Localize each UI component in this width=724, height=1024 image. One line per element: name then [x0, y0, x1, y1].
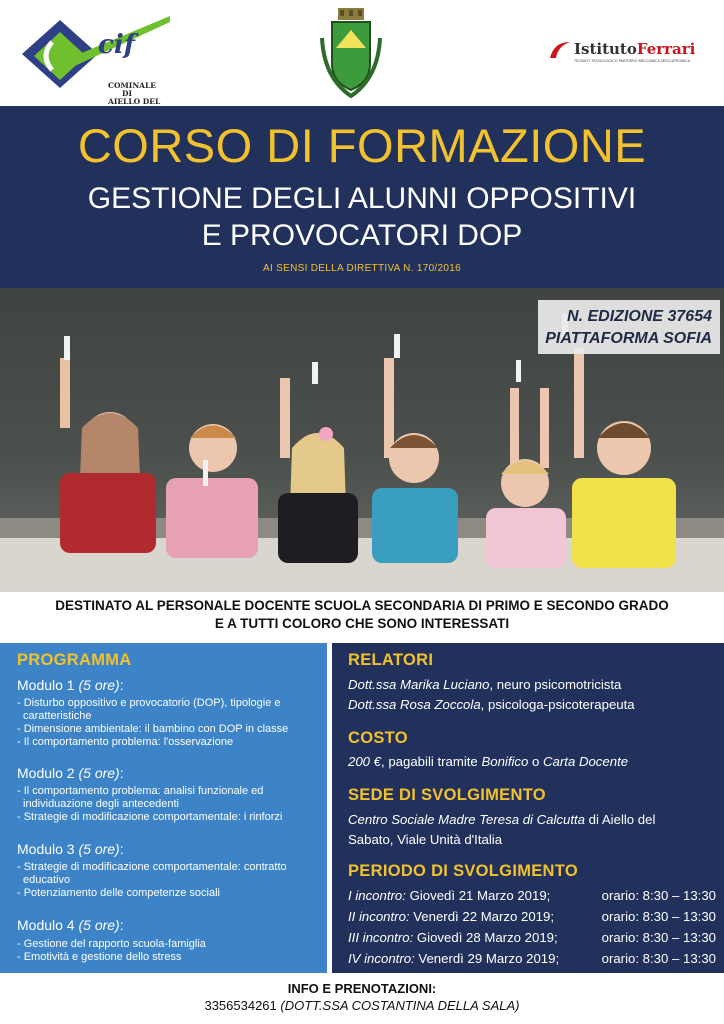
cif-letters: cif — [98, 30, 135, 60]
module-item: - Il comportamento problema: l'osservazione — [17, 736, 234, 748]
session-time: orario: 8:30 – 13:30 — [601, 951, 716, 966]
info-title: INFO E PRENOTAZIONI: — [287, 981, 437, 996]
session-date: Venerdì 22 Marzo 2019; — [409, 909, 555, 924]
venue-text: di Aiello del — [585, 812, 656, 827]
module-title — [17, 841, 124, 857]
istituto-ferrari-logo — [548, 40, 708, 70]
logo-bar — [0, 0, 724, 106]
ferrari-swoosh-icon — [548, 40, 572, 60]
speaker-name: Dott.ssa Rosa Zoccola — [348, 697, 481, 712]
module-item: educativo — [23, 874, 71, 886]
cost-text: , pagabili tramite — [381, 754, 482, 769]
module-item: - Potenziamento delle competenze sociali — [17, 887, 221, 899]
speaker-role: , neuro psicomotricista — [489, 677, 622, 692]
session-row — [348, 907, 716, 928]
module-colon: : — [119, 765, 124, 781]
speaker — [348, 675, 718, 695]
contact-name: (DOTT.SSA COSTANTINA DELLA SALA) — [276, 998, 520, 1013]
target-audience — [0, 592, 724, 640]
module-name: Modulo 4 — [17, 917, 75, 933]
periodo-heading: PERIODO DI SVOLGIMENTO — [348, 862, 578, 880]
cost-amount: 200 € — [348, 754, 382, 769]
subtitle-line: GESTIONE DEGLI ALUNNI OPPOSITIVI — [87, 182, 637, 215]
ferrari-name — [574, 40, 695, 58]
module-item: - Gestione del rapporto scuola-famiglia — [17, 938, 206, 950]
module-title — [17, 917, 124, 933]
session-date: Giovedì 28 Marzo 2019; — [413, 930, 558, 945]
directive-note: AI SENSI DELLA DIRETTIVA N. 170/2016 — [263, 263, 461, 274]
cost-text: o — [528, 754, 544, 769]
course-subtitle — [0, 180, 724, 254]
module-title — [17, 677, 124, 693]
module-name: Modulo 1 — [17, 677, 75, 693]
venue-name: Centro Sociale Madre Teresa di Calcutta — [348, 812, 586, 827]
module-item: caratteristiche — [23, 710, 92, 722]
relatori-list — [348, 675, 718, 715]
session-date: Venerdì 29 Marzo 2019; — [414, 951, 560, 966]
module-colon: : — [119, 917, 124, 933]
periodo-list — [348, 886, 716, 970]
subtitle-line: E PROVOCATORI DOP — [201, 219, 523, 252]
module-item: individuazione degli antecedenti — [23, 798, 179, 810]
session-label: I incontro: — [348, 888, 406, 903]
costo-text — [348, 752, 718, 772]
session-time: orario: 8:30 – 13:30 — [601, 888, 716, 903]
sede-heading: SEDE DI SVOLGIMENTO — [348, 786, 546, 804]
module-item: - Strategie di modificazione comportamentale: i rinforzi — [17, 811, 283, 823]
module-title — [17, 765, 124, 781]
edition-badge — [538, 300, 720, 354]
costo-heading: COSTO — [348, 729, 408, 747]
venue-address: Sabato, Viale Unità d'Italia — [348, 832, 503, 847]
cif-caption-line: COMINALE — [108, 81, 156, 90]
target-line: E A TUTTI COLORO CHE SONO INTERESSATI — [214, 616, 510, 631]
module-hours: (5 ore) — [78, 841, 120, 857]
speaker-name: Dott.ssa Marika Luciano — [348, 677, 490, 692]
phone-number[interactable]: 3356534261 — [204, 998, 277, 1013]
module-name: Modulo 3 — [17, 841, 75, 857]
session-row — [348, 928, 716, 949]
ferrari-name-part: Istituto — [574, 40, 637, 58]
course-title: CORSO DI FORMAZIONE — [77, 119, 647, 172]
session-date: Giovedì 21 Marzo 2019; — [405, 888, 551, 903]
payment-method: Carta Docente — [543, 754, 629, 769]
module-items — [17, 785, 322, 824]
programma-heading: PROGRAMMA — [17, 651, 132, 669]
ferrari-tagline: TECNICO TECNOLOGICO PARITARIO MECCANICA MECCATRONICA — [574, 59, 691, 63]
municipal-crest — [318, 8, 384, 100]
target-line: DESTINATO AL PERSONALE DOCENTE SCUOLA SECONDARIA DI PRIMO E SECONDO GRADO — [55, 598, 669, 613]
session-time: orario: 8:30 – 13:30 — [601, 909, 716, 924]
speaker — [348, 695, 718, 715]
module-item: - Disturbo oppositivo e provocatorio (DOP), tipologie e — [17, 697, 281, 709]
sede-line — [348, 810, 718, 830]
title-band — [0, 106, 724, 288]
speaker-role: , psicologa-psicoterapeuta — [480, 697, 635, 712]
cif-logo — [20, 12, 170, 106]
module-item: - Il comportamento problema: analisi funzionale ed — [17, 785, 264, 797]
session-label: III incontro: — [348, 930, 414, 945]
session-row — [348, 949, 716, 970]
edition-number: N. EDIZIONE 37654 — [567, 308, 712, 325]
module-hours: (5 ore) — [78, 917, 120, 933]
session-label: IV incontro: — [348, 951, 415, 966]
payment-method: Bonifico — [481, 754, 529, 769]
cif-caption-line: DI — [122, 89, 133, 98]
session-row — [348, 886, 716, 907]
module-item: - Strategie di modificazione comportamentale: contratto — [17, 861, 287, 873]
footer-contacts — [0, 976, 724, 1024]
module-hours: (5 ore) — [78, 677, 120, 693]
contact-line — [0, 998, 724, 1013]
module-item: - Dimensione ambientale: il bambino con DOP in classe — [17, 723, 289, 735]
ferrari-name-part: Ferrari — [636, 40, 696, 58]
crest-icon — [318, 8, 384, 100]
session-label: II incontro: — [348, 909, 410, 924]
module-colon: : — [119, 841, 124, 857]
sede-text — [348, 810, 718, 850]
module-item: - Emotività e gestione dello stress — [17, 951, 182, 963]
module-items — [17, 861, 322, 900]
relatori-heading: RELATORI — [348, 651, 434, 669]
module-colon: : — [119, 677, 124, 693]
session-time: orario: 8:30 – 13:30 — [601, 930, 716, 945]
module-name: Modulo 2 — [17, 765, 75, 781]
cif-caption-line: AIELLO DEL — [108, 97, 161, 106]
module-items — [17, 938, 322, 964]
module-hours: (5 ore) — [78, 765, 120, 781]
module-items — [17, 697, 322, 749]
platform-name: PIATTAFORMA SOFIA — [545, 330, 712, 347]
